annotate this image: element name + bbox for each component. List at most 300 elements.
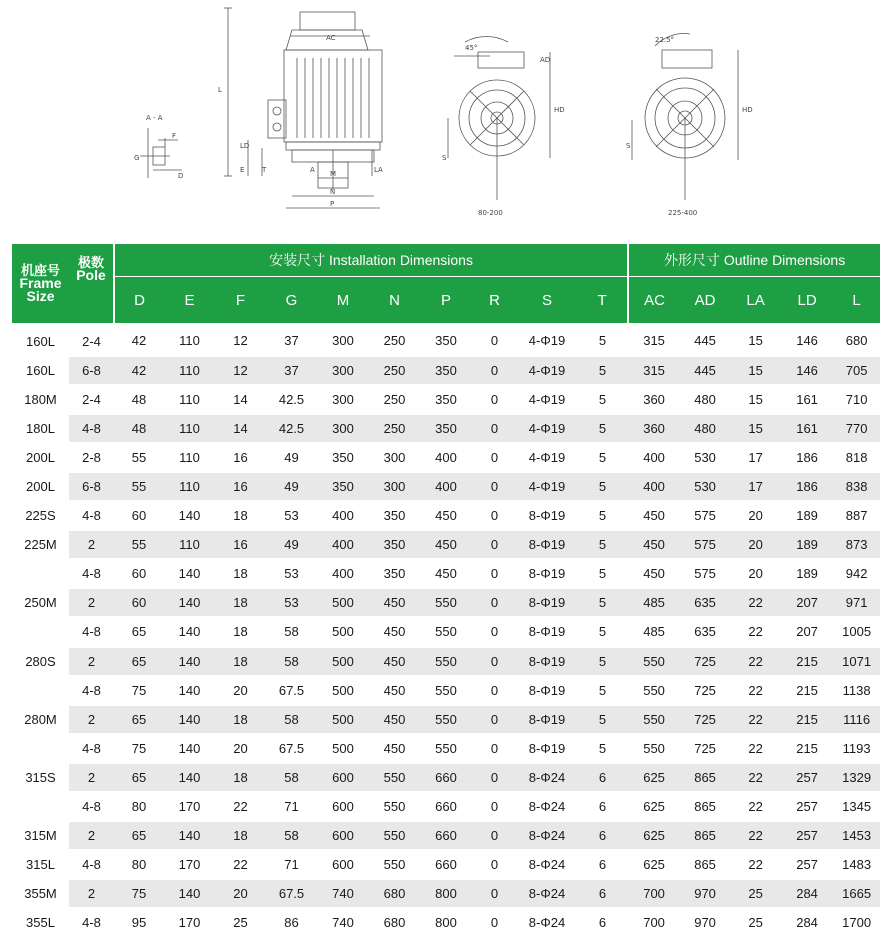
cell-l: 1005 (833, 617, 880, 646)
column-header-g: G (266, 277, 317, 324)
cell-la: 25 (730, 879, 781, 908)
cell-ld: 215 (781, 647, 833, 676)
cell-d: 65 (114, 705, 164, 734)
cell-d: 42 (114, 356, 164, 385)
cell-t: 5 (577, 617, 628, 646)
cell-p: 800 (420, 908, 472, 937)
cell-pole: 2 (69, 821, 114, 850)
cell-r: 0 (472, 323, 517, 356)
cell-t: 5 (577, 443, 628, 472)
cell-g: 67.5 (266, 734, 317, 763)
dim-label: AC (326, 34, 336, 42)
cell-d: 55 (114, 443, 164, 472)
cell-s: 4-Φ19 (517, 472, 577, 501)
cell-f: 18 (215, 588, 266, 617)
cell-n: 450 (369, 734, 420, 763)
cell-m: 500 (317, 647, 369, 676)
cell-pole: 4-8 (69, 617, 114, 646)
cell-e: 110 (164, 443, 215, 472)
cell-ac: 360 (628, 385, 680, 414)
cell-m: 500 (317, 617, 369, 646)
cell-e: 170 (164, 908, 215, 937)
header-frame-en1: Frame (19, 274, 62, 291)
cell-e: 140 (164, 501, 215, 530)
cell-ad: 575 (680, 559, 730, 588)
table-row (12, 414, 880, 443)
cell-p: 800 (420, 879, 472, 908)
header-installation: 安装尺寸 Installation Dimensions (114, 244, 628, 277)
cell-e: 140 (164, 588, 215, 617)
cell-pole: 2-4 (69, 385, 114, 414)
cell-e: 140 (164, 734, 215, 763)
cell-ac: 625 (628, 821, 680, 850)
cell-n: 350 (369, 501, 420, 530)
cell-s: 8-Φ19 (517, 676, 577, 705)
cell-s: 4-Φ19 (517, 443, 577, 472)
dim-label: LA (374, 166, 383, 174)
cell-l: 1193 (833, 734, 880, 763)
cell-la: 15 (730, 323, 781, 356)
cell-g: 71 (266, 792, 317, 821)
cell-pole: 2-8 (69, 443, 114, 472)
cell-la: 22 (730, 763, 781, 792)
cell-e: 110 (164, 414, 215, 443)
cell-m: 400 (317, 501, 369, 530)
cell-s: 4-Φ19 (517, 356, 577, 385)
cell-pole: 2 (69, 530, 114, 559)
cell-f: 16 (215, 443, 266, 472)
table-row (12, 472, 880, 501)
column-header-p: P (420, 277, 472, 324)
cell-d: 42 (114, 323, 164, 356)
cell-n: 550 (369, 763, 420, 792)
cell-r: 0 (472, 559, 517, 588)
cell-ld: 186 (781, 443, 833, 472)
cell-t: 5 (577, 647, 628, 676)
cell-p: 550 (420, 647, 472, 676)
cell-pole: 4-8 (69, 501, 114, 530)
cell-t: 5 (577, 385, 628, 414)
cell-ad: 445 (680, 323, 730, 356)
cell-ac: 550 (628, 705, 680, 734)
cell-g: 49 (266, 530, 317, 559)
cell-e: 170 (164, 792, 215, 821)
cell-ld: 257 (781, 792, 833, 821)
cell-la: 22 (730, 821, 781, 850)
cell-n: 250 (369, 356, 420, 385)
cell-p: 350 (420, 385, 472, 414)
cell-la: 20 (730, 559, 781, 588)
cell-e: 140 (164, 821, 215, 850)
cell-d: 65 (114, 821, 164, 850)
cell-pole: 2 (69, 763, 114, 792)
cell-n: 250 (369, 385, 420, 414)
cell-pole: 6-8 (69, 356, 114, 385)
cell-ad: 970 (680, 908, 730, 937)
cell-ad: 445 (680, 356, 730, 385)
cell-ac: 315 (628, 356, 680, 385)
header-frame-size (12, 244, 69, 323)
cell-f: 18 (215, 617, 266, 646)
cell-f: 22 (215, 792, 266, 821)
dim-label: N (330, 188, 336, 196)
table-row (12, 647, 880, 676)
cell-f: 16 (215, 472, 266, 501)
cell-r: 0 (472, 821, 517, 850)
cell-s: 8-Φ19 (517, 734, 577, 763)
cell-ac: 485 (628, 617, 680, 646)
cell-m: 300 (317, 356, 369, 385)
cell-m: 350 (317, 443, 369, 472)
cell-la: 22 (730, 734, 781, 763)
cell-l: 705 (833, 356, 880, 385)
cell-ad: 635 (680, 588, 730, 617)
cell-ad: 725 (680, 705, 730, 734)
cell-f: 20 (215, 879, 266, 908)
cell-n: 250 (369, 323, 420, 356)
cell-ac: 450 (628, 530, 680, 559)
cell-l: 1138 (833, 676, 880, 705)
cell-d: 65 (114, 617, 164, 646)
cell-n: 450 (369, 647, 420, 676)
cell-ac: 550 (628, 734, 680, 763)
cell-d: 60 (114, 588, 164, 617)
cell-e: 110 (164, 356, 215, 385)
cell-p: 350 (420, 356, 472, 385)
cell-ac: 625 (628, 850, 680, 879)
cell-l: 942 (833, 559, 880, 588)
cell-ac: 450 (628, 501, 680, 530)
cell-d: 55 (114, 530, 164, 559)
cell-pole: 2-4 (69, 323, 114, 356)
cell-p: 400 (420, 472, 472, 501)
cell-la: 22 (730, 705, 781, 734)
cell-pole: 4-8 (69, 414, 114, 443)
cell-la: 22 (730, 792, 781, 821)
cell-g: 53 (266, 559, 317, 588)
cell-t: 6 (577, 792, 628, 821)
cell-pole: 4-8 (69, 792, 114, 821)
cell-l: 1329 (833, 763, 880, 792)
cell-s: 8-Φ19 (517, 617, 577, 646)
cell-m: 600 (317, 850, 369, 879)
cell-ld: 161 (781, 385, 833, 414)
cell-e: 140 (164, 705, 215, 734)
technical-drawings (0, 0, 890, 240)
cell-r: 0 (472, 443, 517, 472)
cell-p: 550 (420, 676, 472, 705)
dim-label: P (330, 200, 335, 208)
header-frame-cn: 机座号 (20, 262, 60, 278)
cell-r: 0 (472, 676, 517, 705)
cell-r: 0 (472, 356, 517, 385)
cell-ac: 450 (628, 559, 680, 588)
cell-la: 15 (730, 414, 781, 443)
cell-ac: 315 (628, 323, 680, 356)
cell-l: 1453 (833, 821, 880, 850)
cell-pole: 4-8 (69, 734, 114, 763)
cell-g: 58 (266, 821, 317, 850)
column-header-f: F (215, 277, 266, 324)
cell-ad: 865 (680, 763, 730, 792)
cell-ac: 485 (628, 588, 680, 617)
table-row (12, 501, 880, 530)
cell-ld: 207 (781, 588, 833, 617)
table-row (12, 530, 880, 559)
cell-f: 18 (215, 559, 266, 588)
cell-g: 58 (266, 763, 317, 792)
dim-label: E (240, 166, 245, 174)
cell-l: 971 (833, 588, 880, 617)
cell-d: 65 (114, 763, 164, 792)
cell-e: 140 (164, 559, 215, 588)
cell-ad: 725 (680, 734, 730, 763)
table-row (12, 850, 880, 879)
cell-ld: 189 (781, 559, 833, 588)
header-pole-en: Pole (76, 267, 106, 283)
cell-ad: 725 (680, 676, 730, 705)
table-row (12, 734, 880, 763)
cell-ad: 970 (680, 879, 730, 908)
cell-r: 0 (472, 734, 517, 763)
cell-frame-size: 315L (12, 850, 69, 879)
cell-e: 110 (164, 530, 215, 559)
table-row (12, 792, 880, 821)
cell-d: 80 (114, 850, 164, 879)
cell-d: 55 (114, 472, 164, 501)
cell-frame-size (12, 676, 69, 705)
cell-d: 80 (114, 792, 164, 821)
dim-label: HD (742, 106, 753, 114)
cell-e: 140 (164, 617, 215, 646)
cell-frame-size: 180M (12, 385, 69, 414)
cell-m: 400 (317, 530, 369, 559)
cell-l: 770 (833, 414, 880, 443)
section-label: A - A (146, 114, 163, 122)
header-pole (69, 244, 114, 323)
cell-f: 12 (215, 323, 266, 356)
dim-label: S (626, 142, 631, 150)
cell-t: 5 (577, 414, 628, 443)
cell-ac: 400 (628, 443, 680, 472)
table-row (12, 385, 880, 414)
column-header-t: T (577, 277, 628, 324)
cell-m: 600 (317, 821, 369, 850)
cell-p: 550 (420, 588, 472, 617)
cell-la: 22 (730, 588, 781, 617)
cell-g: 58 (266, 617, 317, 646)
cell-m: 350 (317, 472, 369, 501)
cell-t: 6 (577, 850, 628, 879)
cell-la: 22 (730, 617, 781, 646)
cell-ld: 284 (781, 908, 833, 937)
cell-p: 660 (420, 792, 472, 821)
cell-s: 8-Φ24 (517, 763, 577, 792)
cell-pole: 4-8 (69, 559, 114, 588)
cell-ad: 575 (680, 530, 730, 559)
cell-ld: 146 (781, 356, 833, 385)
column-header-n: N (369, 277, 420, 324)
cell-t: 6 (577, 908, 628, 937)
cell-d: 48 (114, 414, 164, 443)
column-header-ac: AC (628, 277, 680, 324)
cell-frame-size: 250M (12, 588, 69, 617)
cell-m: 300 (317, 385, 369, 414)
cell-s: 8-Φ24 (517, 879, 577, 908)
cell-ad: 480 (680, 414, 730, 443)
cell-r: 0 (472, 647, 517, 676)
cell-frame-size: 315M (12, 821, 69, 850)
cell-ac: 700 (628, 879, 680, 908)
table-row (12, 559, 880, 588)
cell-g: 42.5 (266, 385, 317, 414)
cell-g: 49 (266, 443, 317, 472)
cell-frame-size: 355L (12, 908, 69, 937)
cell-p: 450 (420, 559, 472, 588)
dimension-table (12, 244, 880, 938)
cell-ld: 189 (781, 501, 833, 530)
cell-g: 37 (266, 323, 317, 356)
cell-f: 20 (215, 676, 266, 705)
cell-s: 8-Φ19 (517, 705, 577, 734)
cell-p: 550 (420, 705, 472, 734)
cell-f: 16 (215, 530, 266, 559)
cell-d: 60 (114, 559, 164, 588)
cell-ad: 635 (680, 617, 730, 646)
cell-t: 5 (577, 705, 628, 734)
cell-l: 1116 (833, 705, 880, 734)
cell-n: 450 (369, 705, 420, 734)
cell-m: 500 (317, 734, 369, 763)
cell-la: 25 (730, 908, 781, 937)
column-header-ad: AD (680, 277, 730, 324)
dim-label: F (172, 132, 177, 140)
cell-la: 15 (730, 356, 781, 385)
cell-s: 8-Φ19 (517, 501, 577, 530)
cell-frame-size: 225M (12, 530, 69, 559)
cell-l: 873 (833, 530, 880, 559)
cell-n: 350 (369, 559, 420, 588)
cell-m: 740 (317, 908, 369, 937)
cell-g: 67.5 (266, 676, 317, 705)
cell-n: 450 (369, 617, 420, 646)
cell-ad: 575 (680, 501, 730, 530)
cell-d: 75 (114, 879, 164, 908)
column-header-ld: LD (781, 277, 833, 324)
cell-ac: 360 (628, 414, 680, 443)
cell-ld: 161 (781, 414, 833, 443)
cell-ld: 189 (781, 530, 833, 559)
motor-drawing-svg (0, 0, 890, 240)
column-header-s: S (517, 277, 577, 324)
cell-la: 20 (730, 501, 781, 530)
cell-m: 300 (317, 323, 369, 356)
cell-s: 8-Φ19 (517, 647, 577, 676)
cell-ac: 550 (628, 647, 680, 676)
dim-label: T (262, 166, 267, 174)
table-row (12, 443, 880, 472)
cell-n: 680 (369, 908, 420, 937)
cell-ld: 215 (781, 676, 833, 705)
cell-la: 22 (730, 850, 781, 879)
cell-r: 0 (472, 792, 517, 821)
dim-label: A (310, 166, 315, 174)
cell-frame-size: 280S (12, 647, 69, 676)
cell-p: 350 (420, 323, 472, 356)
table-row (12, 617, 880, 646)
cell-ac: 625 (628, 792, 680, 821)
cell-f: 14 (215, 385, 266, 414)
cell-g: 58 (266, 647, 317, 676)
cell-t: 5 (577, 530, 628, 559)
cell-pole: 4-8 (69, 908, 114, 937)
cell-frame-size: 200L (12, 443, 69, 472)
cell-p: 400 (420, 443, 472, 472)
cell-d: 95 (114, 908, 164, 937)
cell-n: 250 (369, 414, 420, 443)
cell-s: 8-Φ19 (517, 530, 577, 559)
cell-frame-size: 200L (12, 472, 69, 501)
cell-pole: 2 (69, 879, 114, 908)
cell-n: 450 (369, 588, 420, 617)
table-row (12, 323, 880, 356)
cell-n: 550 (369, 821, 420, 850)
cell-ad: 530 (680, 472, 730, 501)
cell-e: 110 (164, 385, 215, 414)
cell-e: 110 (164, 323, 215, 356)
cell-d: 48 (114, 385, 164, 414)
cell-m: 400 (317, 559, 369, 588)
cell-ld: 257 (781, 850, 833, 879)
cell-t: 6 (577, 763, 628, 792)
cell-m: 740 (317, 879, 369, 908)
cell-t: 5 (577, 588, 628, 617)
cell-s: 4-Φ19 (517, 385, 577, 414)
drawing-caption: 225-400 (668, 209, 698, 217)
cell-g: 58 (266, 705, 317, 734)
cell-r: 0 (472, 530, 517, 559)
cell-s: 8-Φ24 (517, 792, 577, 821)
cell-p: 450 (420, 530, 472, 559)
cell-m: 500 (317, 705, 369, 734)
cell-f: 18 (215, 647, 266, 676)
cell-g: 42.5 (266, 414, 317, 443)
cell-ld: 207 (781, 617, 833, 646)
dim-label: G (134, 154, 140, 162)
cell-l: 818 (833, 443, 880, 472)
dim-label: D (178, 172, 184, 180)
cell-f: 14 (215, 414, 266, 443)
cell-n: 300 (369, 443, 420, 472)
cell-ad: 865 (680, 850, 730, 879)
angle-label: 45° (465, 44, 478, 52)
cell-ld: 215 (781, 734, 833, 763)
cell-frame-size: 280M (12, 705, 69, 734)
cell-g: 86 (266, 908, 317, 937)
cell-n: 550 (369, 850, 420, 879)
cell-p: 660 (420, 763, 472, 792)
cell-f: 25 (215, 908, 266, 937)
cell-e: 140 (164, 676, 215, 705)
column-header-l: L (833, 277, 880, 324)
cell-l: 838 (833, 472, 880, 501)
cell-la: 17 (730, 472, 781, 501)
cell-g: 71 (266, 850, 317, 879)
cell-n: 680 (369, 879, 420, 908)
cell-r: 0 (472, 588, 517, 617)
cell-s: 8-Φ24 (517, 908, 577, 937)
cell-l: 1700 (833, 908, 880, 937)
